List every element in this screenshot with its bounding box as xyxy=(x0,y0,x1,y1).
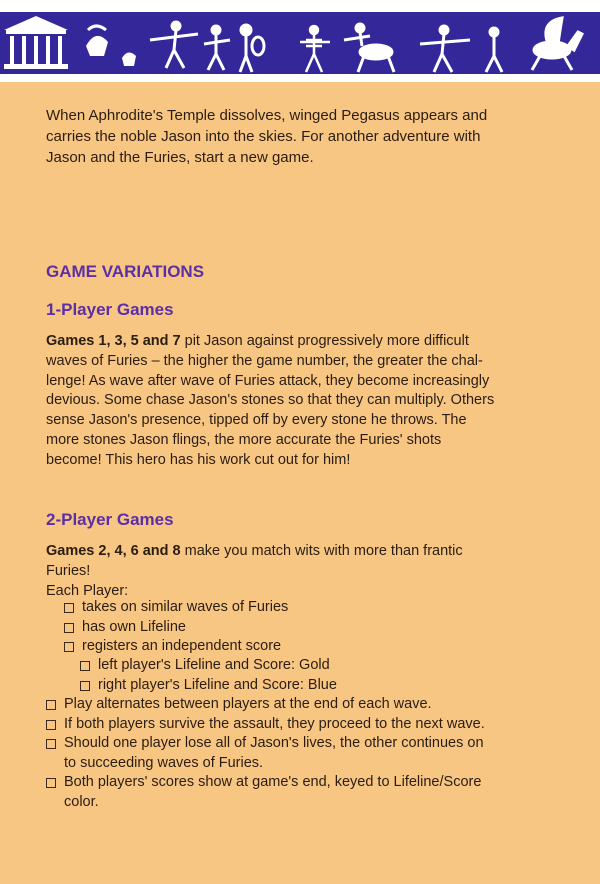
two-player-line xyxy=(46,542,556,562)
checkbox-bullet-icon xyxy=(46,778,56,788)
list-item xyxy=(46,773,566,812)
one-player-line: devious. Some chase Jason's stones so that they can multiply. Others xyxy=(46,392,495,409)
list-item-text: If both players survive the assault, they proceed to the next wave. xyxy=(64,715,485,732)
one-player-paragraph xyxy=(46,332,556,471)
jason-icon xyxy=(486,28,502,72)
list-item-text-continued: to succeeding waves of Furies. xyxy=(64,754,264,771)
fury-icon xyxy=(150,22,198,68)
one-player-line: more stones Jason flings, the more accurate the Furies' shots xyxy=(46,431,442,448)
checkbox-bullet-icon xyxy=(46,739,56,749)
one-player-text: pit Jason against progressively more difficult xyxy=(180,333,469,349)
one-player-heading: 1-Player Games xyxy=(46,300,174,319)
two-player-paragraph xyxy=(46,542,556,601)
intro-line: Jason and the Furies, start a new game. xyxy=(46,149,314,166)
warrior-icon xyxy=(240,25,264,72)
list-item xyxy=(80,656,600,676)
list-item xyxy=(46,715,566,735)
centaur-icon xyxy=(344,24,394,72)
checkbox-bullet-icon xyxy=(64,623,74,633)
checkbox-bullet-icon xyxy=(64,603,74,613)
one-player-line: become! This hero has his work cut out for him! xyxy=(46,451,351,468)
jason-icon xyxy=(204,26,230,70)
score-color-list xyxy=(80,656,600,695)
list-item xyxy=(46,734,566,773)
checkbox-bullet-icon xyxy=(80,661,90,671)
list-item-text: Should one player lose all of Jason's lives, the other continues on xyxy=(64,735,484,752)
list-item-text: left player's Lifeline and Score: Gold xyxy=(98,657,330,673)
list-item-text-continued: color. xyxy=(64,793,99,810)
banner-figures xyxy=(0,0,600,82)
list-item-text: takes on similar waves of Furies xyxy=(82,599,289,615)
one-player-line xyxy=(46,332,556,352)
decorative-banner xyxy=(0,0,600,82)
checkbox-bullet-icon xyxy=(46,700,56,710)
one-player-line: lenge! As wave after wave of Furies attack, they become increasingly xyxy=(46,372,490,389)
list-item-text: registers an independent score xyxy=(82,638,282,655)
list-item xyxy=(46,695,566,715)
checkbox-bullet-icon xyxy=(46,720,56,730)
list-item-text: Play alternates between players at the end of each wave. xyxy=(64,696,432,712)
list-item-text: Both players' scores show at game's end, keyed to Lifeline/Score xyxy=(64,774,482,791)
two-player-heading: 2-Player Games xyxy=(46,510,174,529)
intro-line: carries the noble Jason into the skies. For another adventure with xyxy=(46,128,481,145)
skeleton-icon xyxy=(300,26,330,72)
one-player-line: sense Jason's presence, tipped off by every stone he throws. The xyxy=(46,412,467,429)
game-variations-heading: GAME VARIATIONS xyxy=(46,262,205,281)
helmet-icon xyxy=(86,26,136,66)
pegasus-icon xyxy=(532,18,582,70)
intro-line: When Aphrodite's Temple dissolves, winged Pegasus appears and xyxy=(46,107,488,124)
one-player-lead: Games 1, 3, 5 and 7 xyxy=(46,333,181,349)
each-player-label: Each Player: xyxy=(46,582,129,599)
checkbox-bullet-icon xyxy=(64,642,74,652)
two-player-lead: Games 2, 4, 6 and 8 xyxy=(46,543,181,559)
play-rules-list xyxy=(46,695,566,813)
intro-paragraph xyxy=(46,105,566,168)
list-item-text: has own Lifeline xyxy=(82,618,186,635)
one-player-line: waves of Furies – the higher the game number, the greater the chal- xyxy=(46,352,483,369)
list-item xyxy=(80,676,600,696)
list-item xyxy=(64,618,584,638)
temple-icon xyxy=(4,16,68,69)
each-player-list xyxy=(64,598,584,657)
two-player-text: make you match wits with more than frantic xyxy=(180,543,463,559)
fury-icon xyxy=(420,26,470,72)
two-player-line: Furies! xyxy=(46,562,91,579)
list-item xyxy=(64,637,584,657)
list-item xyxy=(64,598,584,618)
list-item-text: right player's Lifeline and Score: Blue xyxy=(98,676,337,693)
checkbox-bullet-icon xyxy=(80,681,90,691)
